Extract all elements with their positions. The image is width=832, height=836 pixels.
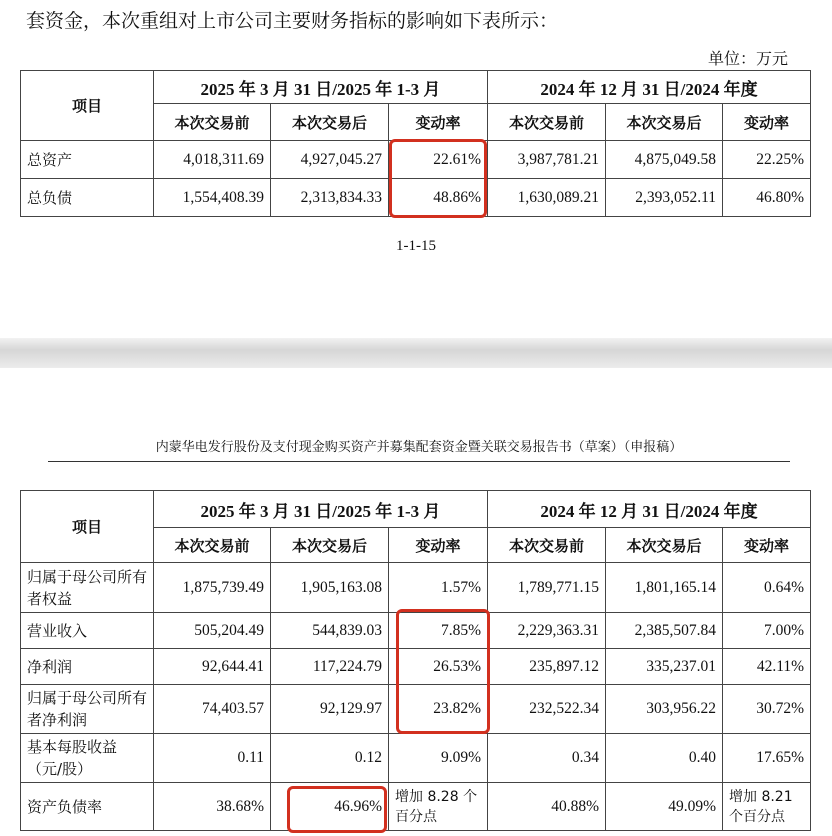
cell-value: 117,224.79: [271, 649, 389, 685]
header-before: 本次交易前: [488, 104, 606, 141]
cell-value: 0.64%: [723, 563, 811, 613]
header-before: 本次交易前: [154, 528, 271, 563]
header-period-2024: 2024 年 12 月 31 日/2024 年度: [488, 491, 811, 528]
table-row: [21, 563, 811, 613]
row-label: 归属于母公司所有者净利润: [21, 685, 154, 734]
unit-label: 单位：万元: [707, 49, 788, 68]
table-row: [21, 734, 811, 783]
cell-value: 22.25%: [723, 141, 811, 179]
cell-value: 4,875,049.58: [606, 141, 723, 179]
header-change: 变动率: [723, 104, 811, 141]
cell-value: 42.11%: [723, 649, 811, 685]
header-after: 本次交易后: [271, 528, 389, 563]
header-after: 本次交易后: [606, 528, 723, 563]
cell-value: 2,385,507.84: [606, 613, 723, 649]
cell-value: 40.88%: [488, 783, 606, 831]
page-number: 1-1-15: [396, 238, 436, 254]
cell-value: 92,129.97: [271, 685, 389, 734]
highlight-box: [389, 139, 487, 218]
header-change: 变动率: [389, 104, 488, 141]
header-change: 变动率: [389, 528, 488, 563]
cell-value: 22.61%: [389, 141, 488, 179]
header-period-2025: 2025 年 3 月 31 日/2025 年 1-3 月: [154, 71, 488, 104]
cell-value: 2,393,052.11: [606, 179, 723, 217]
cell-value: 增加 8.28 个百分点: [389, 783, 488, 831]
row-label: 总资产: [21, 141, 154, 179]
header-before: 本次交易前: [154, 104, 271, 141]
cell-value: 232,522.34: [488, 685, 606, 734]
cell-value: 0.34: [488, 734, 606, 783]
cell-value: 26.53%: [389, 649, 488, 685]
cell-value: 505,204.49: [154, 613, 271, 649]
cell-value: 30.72%: [723, 685, 811, 734]
cell-value: 23.82%: [389, 685, 488, 734]
cell-value: 1,801,165.14: [606, 563, 723, 613]
cell-value: 335,237.01: [606, 649, 723, 685]
header-change: 变动率: [723, 528, 811, 563]
cell-value: 1,905,163.08: [271, 563, 389, 613]
cell-value: 49.09%: [606, 783, 723, 831]
row-label: 归属于母公司所有者权益: [21, 563, 154, 613]
cell-value: 1,789,771.15: [488, 563, 606, 613]
cell-value: 4,927,045.27: [271, 141, 389, 179]
intro-text: 套资金，本次重组对上市公司主要财务指标的影响如下表所示：: [26, 10, 559, 32]
cell-value: 74,403.57: [154, 685, 271, 734]
cell-value: 1.57%: [389, 563, 488, 613]
row-label: 资产负债率: [21, 783, 154, 831]
page-gap: [0, 338, 832, 368]
cell-value: 4,018,311.69: [154, 141, 271, 179]
cell-value: 235,897.12: [488, 649, 606, 685]
cell-value: 303,956.22: [606, 685, 723, 734]
cell-value: 46.96%: [271, 783, 389, 831]
row-label: 总负债: [21, 179, 154, 217]
header-item: 项目: [21, 491, 154, 563]
table-row: [21, 783, 811, 831]
cell-value: 38.68%: [154, 783, 271, 831]
header-item: 项目: [21, 71, 154, 141]
row-label: 净利润: [21, 649, 154, 685]
cell-value: 17.65%: [723, 734, 811, 783]
cell-value: 0.12: [271, 734, 389, 783]
row-label: 基本每股收益（元/股）: [21, 734, 154, 783]
cell-value: 7.00%: [723, 613, 811, 649]
cell-value: 9.09%: [389, 734, 488, 783]
cell-value: 1,875,739.49: [154, 563, 271, 613]
header-after: 本次交易后: [271, 104, 389, 141]
cell-value: 2,229,363.31: [488, 613, 606, 649]
cell-value: 7.85%: [389, 613, 488, 649]
page-header: 内蒙华电发行股份及支付现金购买资产并募集配套资金暨关联交易报告书（草案）（申报稿）: [48, 436, 790, 462]
cell-value: 增加 8.21 个百分点: [723, 783, 811, 831]
cell-value: 46.80%: [723, 179, 811, 217]
header-before: 本次交易前: [488, 528, 606, 563]
cell-value: 3,987,781.21: [488, 141, 606, 179]
cell-value: 1,630,089.21: [488, 179, 606, 217]
cell-value: 1,554,408.39: [154, 179, 271, 217]
cell-value: 544,839.03: [271, 613, 389, 649]
cell-value: 0.40: [606, 734, 723, 783]
highlight-box: [396, 609, 490, 734]
cell-value: 0.11: [154, 734, 271, 783]
row-label: 营业收入: [21, 613, 154, 649]
header-after: 本次交易后: [606, 104, 723, 141]
cell-value: 48.86%: [389, 179, 488, 217]
header-period-2025: 2025 年 3 月 31 日/2025 年 1-3 月: [154, 491, 488, 528]
highlight-box: [287, 786, 387, 833]
header-period-2024: 2024 年 12 月 31 日/2024 年度: [488, 71, 811, 104]
cell-value: 92,644.41: [154, 649, 271, 685]
cell-value: 2,313,834.33: [271, 179, 389, 217]
